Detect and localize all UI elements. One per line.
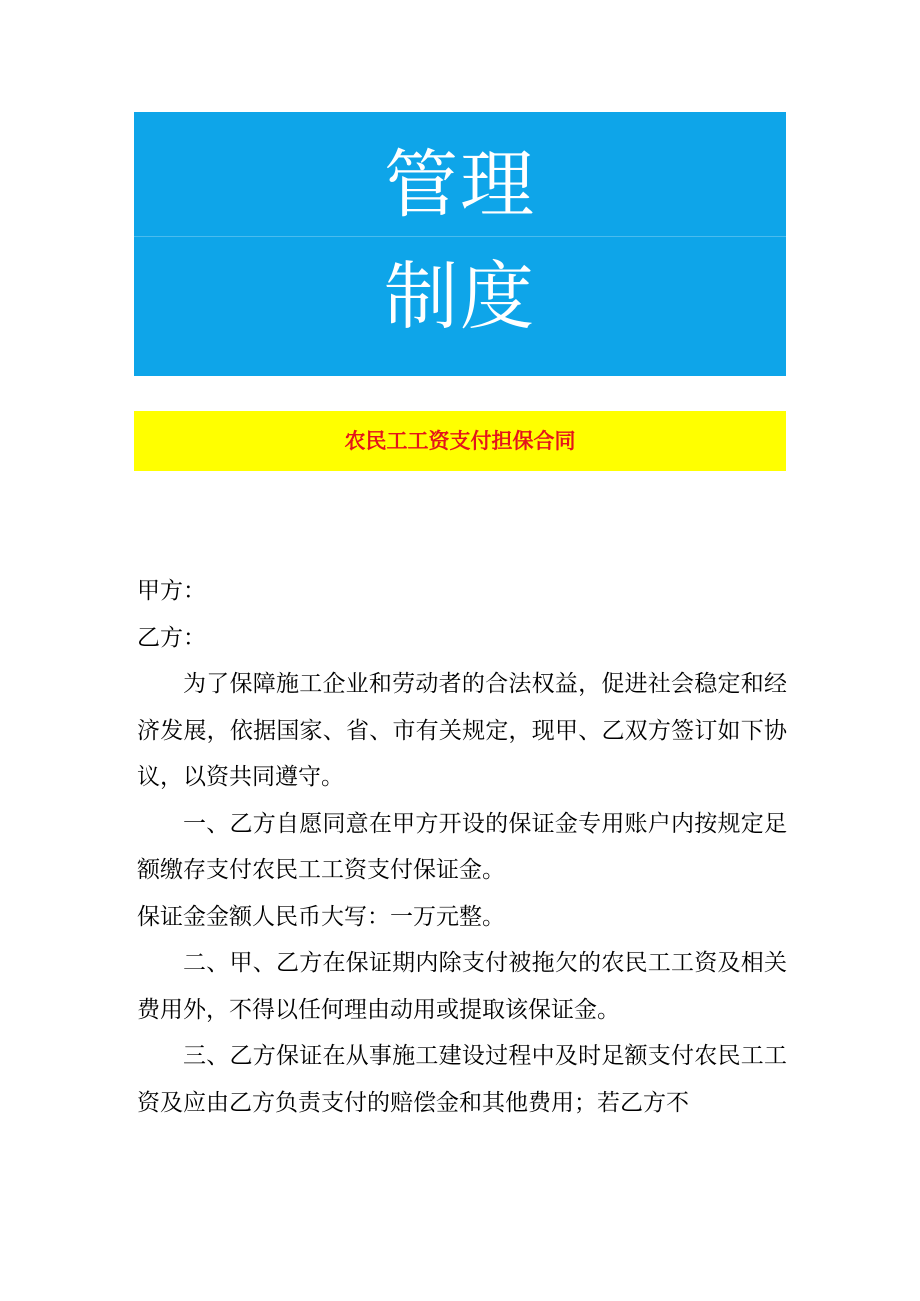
banner-divider [134, 236, 786, 237]
document-title: 农民工工资支付担保合同 [344, 429, 576, 453]
intro-paragraph: 为了保障施工企业和劳动者的合法权益，促进社会稳定和经济发展，依据国家、省、市有关规定，现甲、乙双方签订如下协议，以资共同遵守。 [137, 671, 787, 790]
party-a-label: 甲方： [137, 578, 206, 604]
guarantee-amount: 保证金金额人民币大写：一万元整。 [137, 903, 505, 930]
document-body [137, 568, 787, 1126]
clause-3: 三、乙方保证在从事施工建设过程中及时足额支付农民工工资及应由乙方负责支付的赔偿金和其他费用；若乙方不 [137, 1043, 787, 1116]
party-b-label: 乙方： [137, 624, 206, 651]
banner-title-line-2: 制度 [384, 254, 536, 340]
clause-1: 一、乙方自愿同意在甲方开设的保证金专用账户内按规定足额缴存支付农民工工资支付保证金。 [137, 810, 787, 883]
clause-2: 二、甲、乙方在保证期内除支付被拖欠的农民工工资及相关费用外，不得以任何理由动用或提取该保证金。 [137, 950, 787, 1023]
subtitle-bar [134, 411, 786, 471]
banner-title-line-1: 管理 [384, 142, 536, 228]
title-banner [134, 112, 786, 376]
